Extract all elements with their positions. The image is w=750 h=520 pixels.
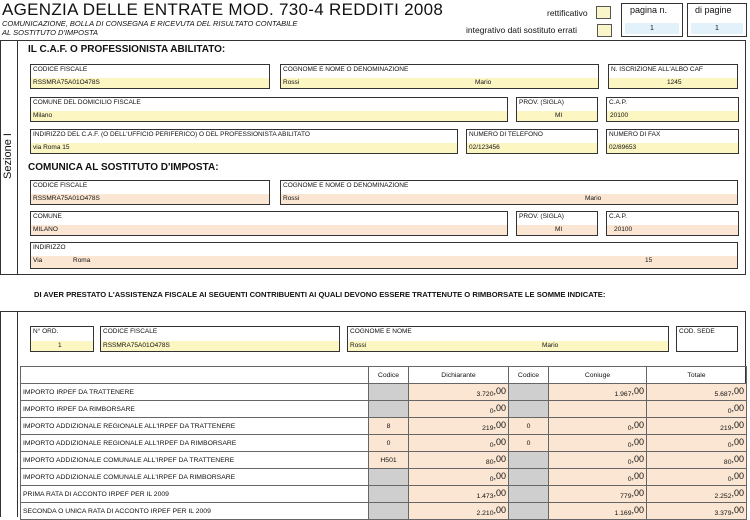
caf-prov-input[interactable]	[517, 111, 597, 121]
dichiarante-cell-decimals: ,00	[493, 420, 506, 430]
declaration-text: DI AVER PRESTATO L'ASSISTENZA FISCALE AI SEGUENTI CONTRIBUENTI AI QUALI DEVONO ESSERE TRATTENUTE O RIMBORSATE LE SOMME INDICATE:	[34, 290, 606, 299]
caf-prov-value: MI	[555, 112, 563, 119]
di-pagine-label: di pagine	[695, 5, 732, 15]
dichiarante-cell-value: 1.473	[476, 493, 494, 500]
codice2-cell[interactable]: 0	[509, 435, 549, 452]
dichiarante-cell-decimals: ,00	[493, 505, 506, 515]
caf-comune-value: Milano	[33, 112, 53, 119]
sost-indirizzo-input[interactable]	[31, 256, 737, 268]
coniuge-cell-value: 0	[627, 459, 632, 466]
form-title: AGENZIA DELLE ENTRATE MOD. 730-4 REDDITI 2008	[2, 0, 444, 19]
totale-cell-decimals: ,00	[731, 437, 744, 447]
caf-iscrizione-input[interactable]	[609, 78, 737, 88]
header-dichiarante: Dichiarante	[409, 367, 509, 384]
caf-indirizzo-value: via Roma 15	[33, 144, 70, 151]
coniuge-cell-decimals: ,00	[631, 454, 644, 464]
cod-sede-field	[676, 326, 738, 352]
totale-cell-value: 0	[727, 408, 732, 415]
codice2-cell[interactable]	[509, 401, 549, 418]
dichiarante-cell-decimals: ,00	[493, 403, 506, 413]
totale-cell[interactable]	[647, 418, 747, 435]
coniuge-cell-value: 1.169	[614, 510, 632, 517]
sost-comune-label: COMUNE	[33, 213, 62, 220]
caf-nome-value: Mario	[475, 79, 492, 86]
coniuge-cell-value: 0	[627, 442, 632, 449]
coniuge-cell[interactable]	[549, 435, 647, 452]
dichiarante-cell-decimals: ,00	[493, 488, 506, 498]
caf-cap-value: 20100	[610, 112, 629, 119]
row-label: IMPORTO IRPEF DA TRATTENERE	[21, 384, 369, 401]
sost-indirizzo-civico: 15	[645, 257, 653, 264]
integrativo-label: integrativo dati sostituto errati	[466, 25, 578, 35]
header-totale: Totale	[647, 367, 747, 384]
codice-cell[interactable]: 8	[369, 418, 409, 435]
cod-sede-label: COD. SEDE	[679, 328, 715, 335]
totale-cell-decimals: ,00	[731, 420, 744, 430]
dichiarante-cell[interactable]	[409, 486, 509, 503]
caf-telefono-input[interactable]	[467, 143, 597, 153]
n-ord-field	[30, 326, 94, 352]
n-ord-input[interactable]	[31, 341, 93, 351]
section-side-label: Sezione I	[2, 133, 14, 179]
sost-nome-input[interactable]	[281, 194, 737, 204]
coniuge-cell-decimals: ,00	[631, 471, 644, 481]
totale-cell-decimals: ,00	[731, 488, 744, 498]
sost-codice-fiscale-value: RSSMRA75A01O478S	[33, 195, 100, 202]
totale-cell-value: 0	[727, 442, 732, 449]
contrib-codice-fiscale-label: CODICE FISCALE	[103, 328, 158, 335]
caf-codice-fiscale-input[interactable]	[31, 78, 269, 88]
codice-cell[interactable]	[369, 401, 409, 418]
caf-fax-field	[606, 129, 739, 154]
caf-iscrizione-value: 1245	[667, 79, 682, 86]
n-ord-value: 1	[58, 342, 62, 349]
contrib-nome-value: Mario	[542, 342, 559, 349]
table-row	[21, 435, 747, 452]
pagina-input[interactable]: 1	[625, 23, 679, 34]
caf-codice-fiscale-label: CODICE FISCALE	[33, 66, 88, 73]
table-row	[21, 486, 747, 503]
codice2-cell[interactable]	[509, 384, 549, 401]
codice-cell[interactable]: 0	[369, 435, 409, 452]
codice-cell[interactable]: H501	[369, 452, 409, 469]
sost-prov-field	[516, 211, 598, 236]
coniuge-cell-decimals: ,00	[631, 386, 644, 396]
codice-cell[interactable]	[369, 486, 409, 503]
caf-telefono-value: 02/123456	[469, 144, 500, 151]
codice2-cell[interactable]: 0	[509, 418, 549, 435]
pagina-field	[621, 3, 683, 37]
table-row	[21, 418, 747, 435]
table-row	[21, 384, 747, 401]
totale-cell-decimals: ,00	[731, 403, 744, 413]
coniuge-cell[interactable]	[549, 384, 647, 401]
header-coniuge: Coniuge	[549, 367, 647, 384]
totale-cell-decimals: ,00	[731, 454, 744, 464]
row-label: SECONDA O UNICA RATA DI ACCONTO IRPEF PER IL 2009	[21, 503, 369, 520]
sost-cap-field	[606, 211, 739, 236]
codice-cell[interactable]	[369, 384, 409, 401]
caf-codice-fiscale-value: RSSMRA75A01O478S	[33, 79, 100, 86]
table-row	[21, 401, 747, 418]
totale-cell-value: 3.379	[714, 510, 732, 517]
coniuge-cell-decimals: ,00	[631, 437, 644, 447]
sost-nome-label: COGNOME E NOME O DENOMINAZIONE	[283, 182, 409, 189]
sost-indirizzo-label: INDIRIZZO	[33, 244, 66, 251]
caf-fax-input[interactable]	[607, 143, 738, 153]
row-label: PRIMA RATA DI ACCONTO IRPEF PER IL 2009	[21, 486, 369, 503]
dichiarante-cell[interactable]	[409, 435, 509, 452]
sost-comune-field	[30, 211, 508, 236]
sost-indirizzo-via: Via	[33, 257, 43, 264]
row-label: IMPORTO ADDIZIONALE COMUNALE ALL'IRPEF DA RIMBORSARE	[21, 469, 369, 486]
totale-cell[interactable]	[647, 435, 747, 452]
contrib-codice-fiscale-value: RSSMRA75A01O478S	[103, 342, 170, 349]
totale-cell-value: 2.252	[714, 493, 732, 500]
sost-nome-value: Mario	[585, 195, 602, 202]
caf-nome-label: COGNOME E NOME O DENOMINAZIONE	[283, 66, 409, 73]
sost-cap-label: C.A.P.	[609, 213, 627, 220]
coniuge-cell[interactable]	[549, 486, 647, 503]
table-body	[21, 384, 747, 520]
contribuente-side-column	[0, 311, 18, 517]
coniuge-cell-decimals: ,00	[631, 488, 644, 498]
coniuge-cell[interactable]	[549, 401, 647, 418]
sost-indirizzo-field	[30, 242, 738, 269]
dichiarante-cell-value: 80	[485, 459, 494, 466]
totale-cell[interactable]	[647, 384, 747, 401]
codice2-cell[interactable]	[509, 469, 549, 486]
coniuge-cell[interactable]	[549, 452, 647, 469]
dichiarante-cell-decimals: ,00	[493, 454, 506, 464]
coniuge-cell-decimals: ,00	[631, 505, 644, 515]
form-subtitle-line2: AL SOSTITUTO D'IMPOSTA	[2, 28, 99, 37]
di-pagine-input[interactable]: 1	[691, 23, 743, 34]
dichiarante-cell-value: 0	[489, 442, 494, 449]
sost-nome-field	[280, 180, 738, 205]
caf-prov-field	[516, 97, 598, 122]
header-codice2: Codice	[509, 367, 549, 384]
pagina-label: pagina n.	[630, 5, 668, 15]
rettificativo-label: rettificativo	[547, 8, 588, 18]
dichiarante-cell-decimals: ,00	[493, 386, 506, 396]
integrativo-checkbox[interactable]	[597, 24, 612, 37]
contrib-nome-label: COGNOME E NOME	[350, 328, 412, 335]
coniuge-cell-decimals: ,00	[631, 420, 644, 430]
sost-comune-value: MILANO	[33, 226, 58, 233]
caf-telefono-label: NUMERO DI TELEFONO	[469, 131, 543, 138]
caf-cap-label: C.A.P.	[609, 99, 627, 106]
n-ord-label: N° ORD.	[33, 328, 59, 335]
dichiarante-cell[interactable]	[409, 418, 509, 435]
header-label-cell	[21, 367, 369, 384]
codice-cell[interactable]	[369, 469, 409, 486]
caf-fax-value: 02/89653	[609, 144, 637, 151]
sost-codice-fiscale-input[interactable]	[31, 194, 269, 204]
coniuge-cell[interactable]	[549, 469, 647, 486]
coniuge-cell-value: 1.967	[614, 391, 632, 398]
caf-telefono-field	[466, 129, 598, 154]
cod-sede-input[interactable]	[677, 341, 737, 351]
caf-nome-input[interactable]	[281, 78, 598, 88]
table-row	[21, 469, 747, 486]
header-codice: Codice	[369, 367, 409, 384]
sost-comune-input[interactable]	[31, 225, 507, 235]
caf-cognome-value: Rossi	[283, 79, 300, 86]
totale-cell[interactable]	[647, 452, 747, 469]
sost-cognome-value: Rossi	[283, 195, 300, 202]
form-subtitle-line1: COMUNICAZIONE, BOLLA DI CONSEGNA E RICEVUTA DEL RISULTATO CONTABILE	[2, 19, 298, 28]
dichiarante-cell-value: 2.210	[476, 510, 494, 517]
dichiarante-cell-decimals: ,00	[493, 471, 506, 481]
caf-cap-field	[606, 97, 739, 122]
caf-comune-label: COMUNE DEL DOMICILIO FISCALE	[33, 99, 141, 106]
codice2-cell[interactable]	[509, 452, 549, 469]
dichiarante-cell[interactable]	[409, 401, 509, 418]
row-label: IMPORTO ADDIZIONALE COMUNALE ALL'IRPEF DA TRATTENERE	[21, 452, 369, 469]
sostituto-heading: COMUNICA AL SOSTITUTO D'IMPOSTA:	[28, 162, 219, 173]
sost-codice-fiscale-label: CODICE FISCALE	[33, 182, 88, 189]
caf-fax-label: NUMERO DI FAX	[609, 131, 661, 138]
caf-prov-label: PROV. (SIGLA)	[519, 99, 564, 106]
coniuge-cell-value: 779	[620, 493, 632, 500]
sost-prov-input[interactable]	[517, 225, 597, 235]
caf-cap-input[interactable]	[607, 111, 738, 121]
rettificativo-checkbox[interactable]	[596, 6, 611, 19]
dichiarante-cell-value: 219	[482, 425, 494, 432]
totale-cell-value: 0	[727, 476, 732, 483]
dichiarante-cell[interactable]	[409, 384, 509, 401]
caf-comune-input[interactable]	[31, 111, 507, 121]
coniuge-cell-value: 0	[627, 425, 632, 432]
totale-cell[interactable]	[647, 486, 747, 503]
dichiarante-cell-value: 0	[489, 476, 494, 483]
totale-cell-value: 219	[720, 425, 732, 432]
row-label: IMPORTO ADDIZIONALE REGIONALE ALL'IRPEF DA TRATTENERE	[21, 418, 369, 435]
caf-codice-fiscale-field	[30, 64, 270, 89]
caf-indirizzo-field	[30, 129, 458, 154]
sost-codice-fiscale-field	[30, 180, 270, 205]
table-header-row	[21, 367, 747, 384]
caf-heading: IL C.A.F. O PROFESSIONISTA ABILITATO:	[28, 44, 226, 55]
totale-cell-value: 80	[723, 459, 732, 466]
caf-indirizzo-label: INDIRIZZO DEL C.A.F. (O DELL'UFFICIO PERIFERICO) O DEL PROFESSIONISTA ABILITATO	[33, 131, 310, 138]
dichiarante-cell-value: 0	[489, 408, 494, 415]
contrib-codice-fiscale-input[interactable]	[101, 341, 339, 351]
row-label: IMPORTO ADDIZIONALE REGIONALE ALL'IRPEF DA RIMBORSARE	[21, 435, 369, 452]
totale-cell-decimals: ,00	[731, 386, 744, 396]
sost-indirizzo-strada: Roma	[73, 257, 91, 264]
totale-cell-decimals: ,00	[731, 471, 744, 481]
sost-prov-value: MI	[555, 226, 563, 233]
contrib-nome-field	[347, 326, 669, 352]
dichiarante-cell[interactable]	[409, 469, 509, 486]
contrib-cognome-value: Rossi	[350, 342, 367, 349]
row-label: IMPORTO IRPEF DA RIMBORSARE	[21, 401, 369, 418]
dichiarante-cell[interactable]	[409, 452, 509, 469]
coniuge-cell-value: 0	[627, 476, 632, 483]
sost-cap-input[interactable]	[607, 225, 738, 235]
coniuge-cell[interactable]	[549, 418, 647, 435]
contrib-codice-fiscale-field	[100, 326, 340, 352]
dichiarante-cell-decimals: ,00	[493, 437, 506, 447]
amounts-table	[20, 366, 747, 520]
sost-prov-label: PROV. (SIGLA)	[519, 213, 564, 220]
totale-cell-value: 5.687	[714, 391, 732, 398]
caf-nome-field	[280, 64, 599, 89]
caf-indirizzo-input[interactable]	[31, 143, 457, 153]
codice2-cell[interactable]	[509, 486, 549, 503]
caf-comune-field	[30, 97, 508, 122]
table-row	[21, 452, 747, 469]
caf-iscrizione-label: N. ISCRIZIONE ALL'ALBO CAF	[611, 66, 703, 73]
caf-iscrizione-field	[608, 64, 738, 89]
totale-cell[interactable]	[647, 469, 747, 486]
totale-cell[interactable]	[647, 401, 747, 418]
di-pagine-field	[687, 3, 747, 37]
totale-cell-decimals: ,00	[731, 505, 744, 515]
contrib-nome-input[interactable]	[348, 341, 668, 351]
sost-cap-value: 20100	[614, 226, 633, 233]
dichiarante-cell-value: 3.720	[476, 391, 494, 398]
